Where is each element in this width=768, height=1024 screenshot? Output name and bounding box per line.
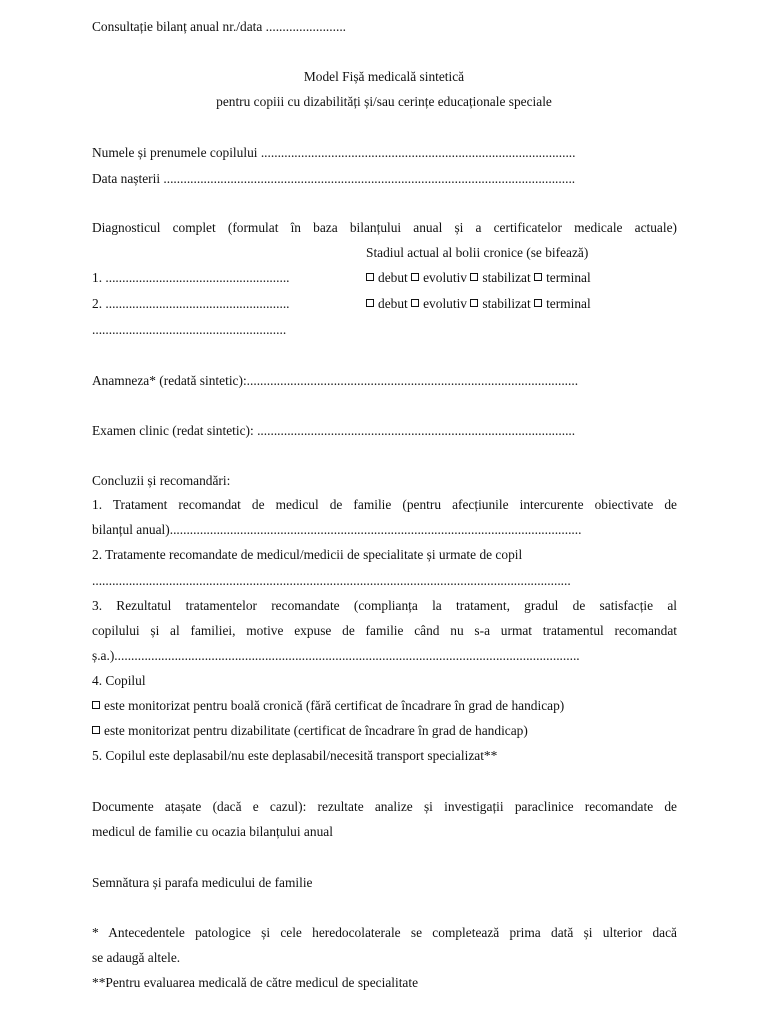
- form-subtitle: pentru copiii cu dizabilități și/sau cerințe educaționale speciale: [216, 94, 552, 109]
- birth-date-field: Data nașterii ...........................................................................................................................: [92, 171, 576, 186]
- form-title: Model Fișă medicală sintetică: [303, 69, 465, 84]
- stage-heading: Stadiul actual al bolii cronice (se bifează): [366, 245, 589, 260]
- conclusion-3-line-b: copilului și al familiei, motive expuse de familie când nu s-a urmat tratamentul recomandat: [92, 623, 677, 638]
- conclusion-1-line-b: bilanțul anual)...........................................................................................................................: [92, 522, 582, 537]
- checkbox-icon: [366, 273, 374, 281]
- conclusion-4-option-a: este monitorizat pentru boală cronică (fără certificat de încadrare în grad de handicap): [92, 698, 564, 714]
- footnote-2: **Pentru evaluarea medicală de către medicul de specialitate: [92, 975, 419, 990]
- checkbox-icon: [534, 273, 542, 281]
- conclusions-heading: Concluzii și recomandări:: [92, 473, 231, 488]
- conclusion-4-heading: 4. Copilul: [92, 673, 146, 688]
- checkbox-icon: [411, 273, 419, 281]
- conclusion-1-line-a: 1. Tratament recomandat de medicul de familie (pentru afecțiunile intercurente obiectivate de: [92, 497, 677, 512]
- conclusion-3-line-c: ș.a.)...........................................................................................................................................: [92, 648, 580, 663]
- stage-options-1: debut evolutiv stabilizat terminal: [366, 270, 591, 286]
- diagnosis-heading: Diagnosticul complet (formulat în baza bilanțului anual și a certificatelor medicale actuale): [92, 220, 677, 235]
- checkbox-icon: [534, 299, 542, 307]
- conclusion-2-line-a: 2. Tratamente recomandate de medicul/medicii de specialitate și urmate de copil: [92, 547, 523, 562]
- checkbox-icon: [470, 273, 478, 281]
- child-name-field: Numele și prenumele copilului ..............................................................................................: [92, 145, 576, 160]
- conclusion-4-option-b: este monitorizat pentru dizabilitate (certificat de încadrare în grad de handicap): [92, 723, 528, 739]
- documents-line-a: Documente atașate (dacă e cazul): rezultate analize și investigații paraclinice recomandate de: [92, 799, 677, 814]
- checkbox-icon: [92, 701, 100, 709]
- documents-line-b: medicul de familie cu ocazia bilanțului anual: [92, 824, 333, 839]
- diagnosis-item-2: 2. .......................................................: [92, 296, 290, 311]
- conclusion-5: 5. Copilul este deplasabil/nu este deplasabil/necesită transport specializat**: [92, 748, 498, 763]
- consultation-line: Consultație bilanț anual nr./data ........................: [92, 19, 347, 34]
- clinical-exam-field: Examen clinic (redat sintetic): ...............................................................................................: [92, 423, 576, 438]
- checkbox-icon: [470, 299, 478, 307]
- diagnosis-item-3: ..........................................................: [92, 322, 287, 337]
- stage-options-2: debut evolutiv stabilizat terminal: [366, 296, 591, 312]
- conclusion-3-line-a: 3. Rezultatul tratamentelor recomandate (complianța la tratament, gradul de satisfacție al: [92, 598, 677, 613]
- anamnesis-field: Anamneza* (redată sintetic):...................................................................................................: [92, 373, 579, 388]
- diagnosis-item-1: 1. .......................................................: [92, 270, 290, 285]
- checkbox-icon: [411, 299, 419, 307]
- signature-line: Semnătura și parafa medicului de familie: [92, 875, 313, 890]
- checkbox-icon: [366, 299, 374, 307]
- conclusion-2-line-b: ...............................................................................................................................................: [92, 573, 571, 588]
- checkbox-icon: [92, 726, 100, 734]
- footnote-1-line-b: se adaugă altele.: [92, 950, 181, 965]
- footnote-1-line-a: * Antecedentele patologice și cele heredocolaterale se completează prima dată și ulterior dacă: [92, 925, 677, 940]
